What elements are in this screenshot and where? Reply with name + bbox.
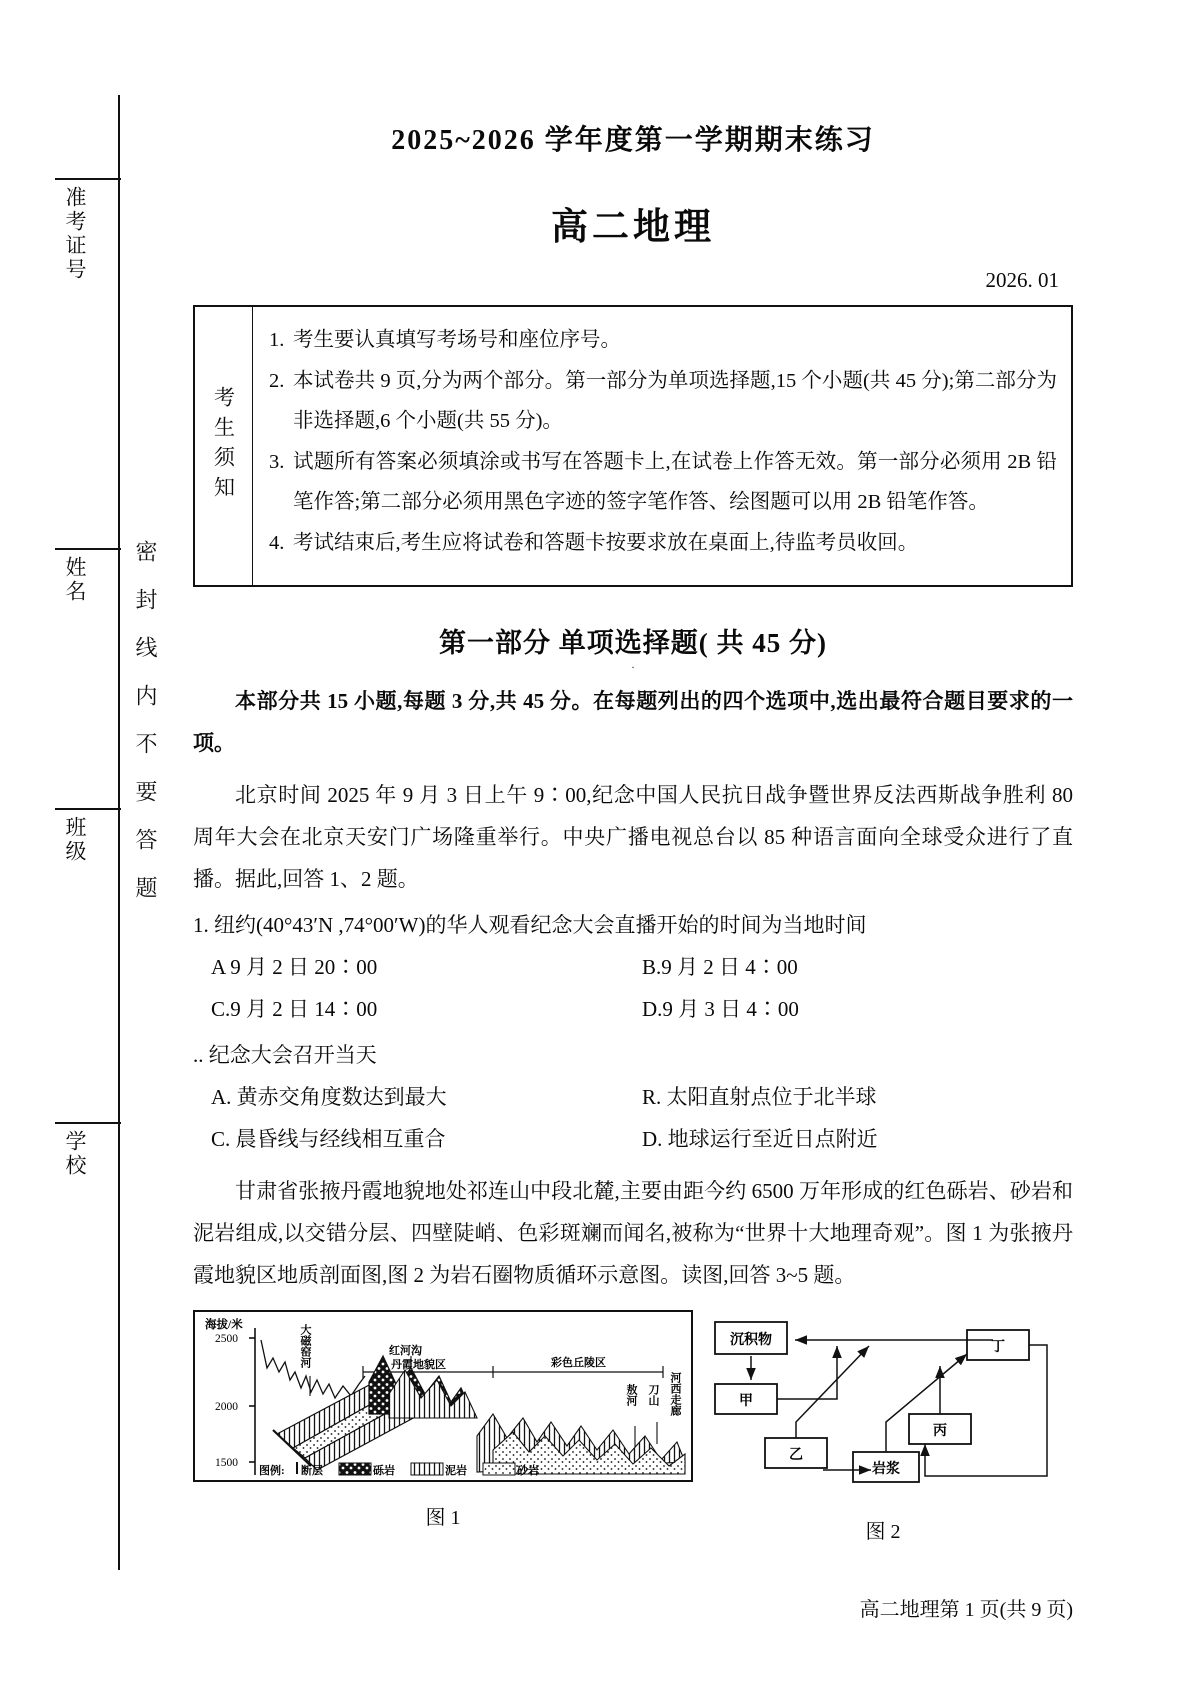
candidate-notice-box: [193, 305, 1073, 587]
fig1-legend-mudstone: 泥岩: [445, 1465, 467, 1477]
notice-item-number: 2.: [269, 369, 285, 392]
passage-two: 甘肃省张掖丹霞地貌地处祁连山中段北麓,主要由距今约 6500 万年形成的红色砾岩、砂岩和泥岩组成,以交错分层、四壁陡峭、色彩斑斓而闻名,被称为“世界十大地理奇观”。图 1 为张掖丹霞地貌区地质剖面图,图 2 为岩石圈物质循环示意图。读图,回答 3~5 题。: [193, 1179, 1073, 1287]
fig1-label-colorhills: 彩色丘陵区: [551, 1357, 606, 1369]
fig2-arrow-yi-up: [796, 1346, 869, 1438]
notice-item-text: 本试卷共 9 页,分为两个部分。第一部分为单项选择题,15 个小题(共 45 分);第二部分为非选择题,6 个小题(共 55 分)。: [293, 369, 1057, 432]
option-a[interactable]: A. 黄赤交角度数达到最大: [211, 1085, 447, 1109]
question-1-options-row2: [193, 988, 1073, 1030]
subject-title: 高二地理: [551, 207, 715, 248]
fig1-label-daoshan: 刀山: [647, 1384, 659, 1406]
fig2-arrow-ding-to-bing: [925, 1345, 1047, 1476]
notice-item-number: 1.: [269, 329, 285, 351]
fig1-tick-2500: 2500: [215, 1333, 238, 1345]
notice-item-text: 考试结束后,考生应将试卷和答题卡按要求放在桌面上,待监考员收回。: [293, 531, 919, 554]
notice-item-text: 考生要认真填写考场号和座位序号。: [293, 329, 621, 351]
page-footer: 高二地理第 1 页(共 9 页): [859, 1599, 1073, 1621]
fig1-legend-sandstone: 砂岩: [517, 1465, 539, 1477]
decorative-dot: .: [631, 660, 635, 671]
figure-1-diagram: [193, 1310, 693, 1495]
notice-item-text: 试题所有答案必须填涂或书写在答题卡上,在试卷上作答无效。第一部分必须用 2B 铅笔作答;第二部分必须用黑色字迹的签字笔作答、绘图题可以用 2B 铅笔作答。: [293, 450, 1057, 513]
field-rule-2: [55, 808, 121, 810]
question-1-options: [193, 946, 1073, 988]
figure-2-diagram: [703, 1310, 1058, 1495]
field-rule-0: [55, 178, 121, 180]
notice-label-text: 考生须知: [211, 386, 236, 506]
notice-body: [253, 307, 1071, 585]
option-c[interactable]: C.9 月 2 日 14∶00: [211, 997, 378, 1021]
fig1-legend-title: 图例:: [259, 1465, 285, 1477]
notice-item-number: 4.: [269, 531, 285, 554]
notice-item: [269, 321, 1057, 361]
option-b[interactable]: B.9 月 2 日 4∶00: [642, 955, 798, 979]
fig1-tick-1500: 1500: [215, 1457, 238, 1469]
notice-item: [269, 524, 1057, 564]
fig1-legend-conglomerate: 砾岩: [373, 1465, 395, 1477]
field-school: 学校: [63, 1130, 87, 1178]
field-rule-3: [55, 1122, 121, 1124]
figures-row: [193, 1310, 1073, 1544]
notice-item: [269, 443, 1057, 523]
seal-line-text: 密封线内不要答题: [133, 540, 158, 924]
notice-label: [195, 307, 253, 585]
figure-1-caption: 图 1: [425, 1507, 461, 1529]
fig1-tick-2000: 2000: [215, 1401, 238, 1413]
fig1-y-axis-label: 海拔/米: [205, 1319, 243, 1331]
fig1-label-aohe: 敖河: [625, 1384, 637, 1406]
question-2-options: [193, 1076, 1073, 1118]
part-one-header: 第一部分 单项选择题( 共 45 分): [439, 628, 827, 658]
fig2-box-yi: 乙: [789, 1448, 803, 1463]
fig1-label-dacyh: 大磁窑河: [299, 1324, 311, 1368]
option-d[interactable]: D. 地球运行至近日点附近: [642, 1127, 878, 1151]
question-2-options-row2: [193, 1118, 1073, 1160]
fig2-box-magma: 岩浆: [872, 1462, 900, 1477]
passage-one: 北京时间 2025 年 9 月 3 日上午 9∶00,纪念中国人民抗日战争暨世界反法西斯战争胜利 80 周年大会在北京天安门广场隆重举行。中央广播电视总台以 85 种语言面向全球受众进行了直播。据此,回答 1、2 题。: [193, 783, 1073, 891]
fig2-box-ding: 丁: [991, 1340, 1005, 1355]
margin-vertical-rule: [118, 95, 120, 1570]
fig1-legend-fault: 断层: [301, 1465, 323, 1477]
question-2-stem: .. 纪念大会召开当天: [193, 1043, 377, 1067]
field-exam-number: 准考证号: [63, 186, 87, 282]
notice-item-number: 3.: [269, 450, 285, 473]
part-one-instruction: 本部分共 15 小题,每题 3 分,共 45 分。在每题列出的四个选项中,选出最符合题目要求的一项。: [193, 689, 1073, 755]
fig2-box-jia: 甲: [739, 1394, 753, 1409]
fig1-label-honghegou: 红河沟: [389, 1345, 422, 1357]
binding-margin: [0, 0, 190, 1684]
fig1-label-hexicorridor: 河西走廊: [669, 1372, 681, 1416]
option-a[interactable]: A 9 月 2 日 20∶00: [211, 955, 378, 979]
fig2-box-bing: 丙: [933, 1424, 947, 1439]
figure-2-container: [703, 1310, 1063, 1544]
option-d[interactable]: D.9 月 3 日 4∶00: [642, 997, 799, 1021]
field-rule-1: [55, 548, 121, 550]
fig2-box-sediment: 沉积物: [730, 1333, 772, 1348]
exam-date: 2026. 01: [985, 268, 1059, 292]
page-title: 2025~2026 学年度第一学期期末练习: [391, 125, 875, 156]
fig1-label-danxia: 丹霞地貌区: [391, 1359, 446, 1371]
option-c[interactable]: C. 晨昏线与经线相互重合: [211, 1127, 446, 1151]
field-class: 班级: [63, 816, 87, 864]
option-b[interactable]: R. 太阳直射点位于北半球: [642, 1085, 877, 1109]
figure-2-caption: 图 2: [865, 1521, 901, 1543]
main-content: [193, 0, 1073, 1544]
field-name: 姓名: [63, 556, 87, 604]
figure-1-container: [193, 1310, 693, 1530]
notice-item: [269, 362, 1057, 442]
question-1-stem: 1. 纽约(40°43′N ,74°00′W)的华人观看纪念大会直播开始的时间为当地时间: [193, 913, 867, 937]
